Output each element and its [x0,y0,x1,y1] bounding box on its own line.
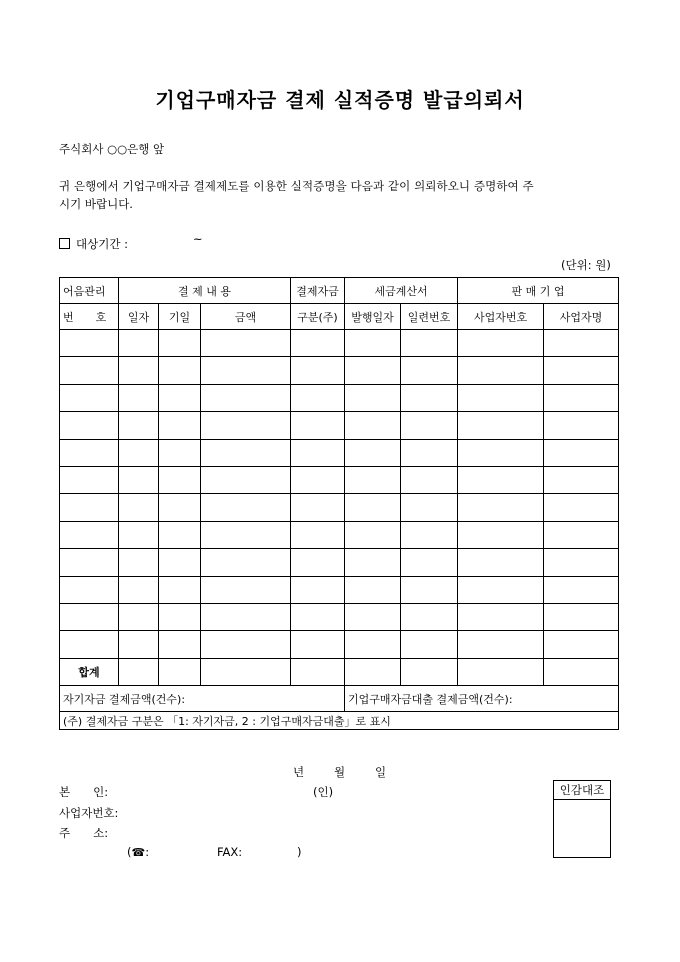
phone-icon: ☎ [131,846,146,859]
period-label: 대상기간 : [76,237,128,251]
header-bill-mgmt: 어음관리 [60,278,119,304]
header-serial-no: 일련번호 [401,304,458,330]
table-row [60,576,619,603]
seal-mark: (인) [313,785,334,799]
table-row [60,330,619,357]
table-row [60,494,619,521]
own-fund-amount[interactable]: 자기자금 결제금액(건수): [60,686,345,712]
address-label: 주 소: [59,826,109,840]
document-title: 기업구매자금 결제 실적증명 발급의뢰서 [155,88,525,112]
header-payment-content: 결 제 내 용 [119,278,291,304]
seal-verification-box [553,780,611,858]
note-row [60,712,619,730]
loan-amount[interactable]: 기업구매자금대출 결제금액(건수): [345,686,619,712]
phone-paren-open: ( [127,845,132,859]
period-row [59,236,128,252]
header-biz-reg-no: 사업자번호 [458,304,544,330]
phone-fax-row [127,845,149,859]
total-row [60,658,619,685]
period-tilde: ~ [193,232,203,246]
table-row [60,384,619,411]
total-label: 합계 [60,658,119,685]
month-label: 월 [334,765,346,779]
header-biz-name: 사업자명 [544,304,619,330]
header-fund-type: 결제자금 [291,278,345,304]
table-row [60,412,619,439]
table-row [60,603,619,630]
body-line-1: 귀 은행에서 기업구매자금 결제제도를 이용한 실적증명을 다음과 같이 의뢰하오니 증명하여 주 [59,179,534,193]
year-label: 년 [293,765,305,779]
addressee: 주식회사 ○○은행 앞 [59,142,165,156]
header-tax-invoice: 세금계산서 [345,278,458,304]
table-row [60,631,619,658]
table-body [60,330,619,730]
table-note: (주) 결제자금 구분은 「1: 자기자금, 2 : 기업구매자금대출」로 표시 [60,712,619,730]
header-bill-no: 번 호 [60,304,119,330]
table-row [60,549,619,576]
unit-label: (단위: 원) [561,258,611,272]
header-seller: 판 매 기 업 [458,278,619,304]
summary-row [60,686,619,712]
day-label: 일 [375,765,387,779]
phone-colon: : [145,845,150,859]
table-row [60,357,619,384]
body-line-2: 시기 바랍니다. [59,197,133,211]
period-checkbox[interactable] [59,238,70,249]
table-row [60,466,619,493]
biz-no-label: 사업자번호: [59,806,119,820]
principal-label: 본 인: [59,785,109,799]
header-issue-date: 발행일자 [345,304,401,330]
paren-close: ) [297,845,302,859]
table-row [60,439,619,466]
table-row [60,521,619,548]
header-date: 일자 [119,304,159,330]
payment-table [59,277,619,730]
header-due: 기일 [159,304,201,330]
fax-label: FAX: [217,845,243,859]
seal-check-label: 인감대조 [554,781,610,800]
header-amount: 금액 [201,304,291,330]
header-fund-type-note: 구분(주) [291,304,345,330]
